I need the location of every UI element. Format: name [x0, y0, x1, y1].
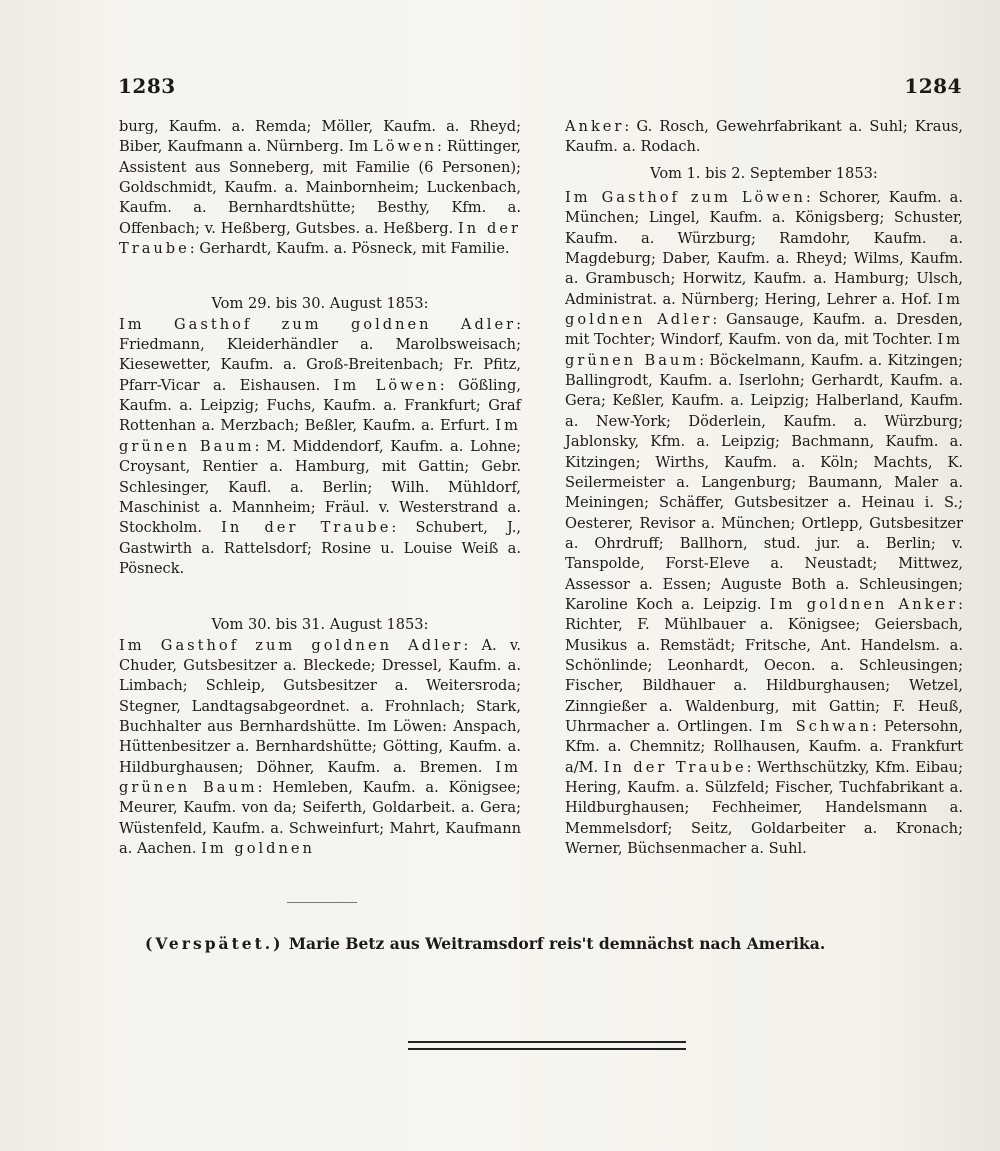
text-run: : M. Middendorf, Kaufm. a. Lohne; Croysant, Rentier a. Hamburg, mit Gattin; Gebr. Schlesinger, Kaufl. a. Berlin; Wilh. Mühldorf, Maschinist a. Mannheim; Fräul. v. Westerstrand a. Stockholm.	[119, 437, 521, 537]
notice-label: (Verspätet.)	[145, 934, 284, 953]
text-run: : Schubert, J., Gastwirth a. Rattelsdorf; Rosine u. Louise Weiß a. Pösneck.	[119, 519, 522, 577]
text-run: : A. v. Chuder, Gutsbesitzer a. Bleckede; Dressel, Kaufm. a. Limbach; Schleip, Gutsbesitzer a. Weitersroda; Stegner, Landtagsabgeordnet. a. Frohnlach; Stark, Buchhalter aus Bernhardshütte. Im Löwen: Anspach, Hüttenbesitzer a. Bernhardshütte; Götting, Kaufm. a. Hildburghausen; Döhner, Kaufm. a. Bremen.	[119, 636, 521, 776]
inn-name: Im Löwen	[333, 376, 440, 394]
inn-name: Anker	[565, 118, 625, 135]
guest-list-paragraph	[119, 117, 521, 259]
guest-list-paragraph	[565, 117, 963, 158]
text-run: : Richter, F. Mühlbauer a. Königsee; Geiersbach, Musikus a. Remstädt; Fritsche, Ant. Handelsm. a. Schönlinde; Leonhardt, Oecon. a. Schleusingen; Fischer, Bildhauer a. Hildburghausen; Wetzel, Zinngießer a. Waldenburg, mit Gattin; F. Heuß, Uhrmacher a. Ortlingen.	[565, 595, 963, 735]
inn-name: Im goldnen Anker	[769, 595, 959, 613]
short-divider	[287, 902, 357, 903]
text-run: burg, Kaufm. a. Remda; Möller, Kaufm. a. Rheyd; Biber, Kaufmann a. Nürnberg. Im	[119, 118, 521, 156]
text-run: : G. Rosch, Gewehrfabrikant a. Suhl; Kraus, Kaufm. a. Rodach.	[565, 118, 963, 156]
inn-name: Im goldnen	[201, 840, 315, 857]
date-heading: Vom 30. bis 31. August 1853:	[211, 616, 429, 634]
guest-list-paragraph	[119, 636, 521, 860]
text-run: : Friedmann, Kleiderhändler a. Marolbsweisach; Kiesewetter, Kaufm. a. Groß-Breitenbach; Fr. Pfitz, Pfarr-Vicar a. Eishausen.	[119, 315, 521, 394]
text-run: : Schorer, Kaufm. a. München; Lingel, Kaufm. a. Königsberg; Schuster, Kaufm. a. Würzburg; Ramdohr, Kaufm. a. Magdeburg; Daber, Kaufm. a. Rheyd; Wilms, Kaufm. a. Grambusch; Horwitz, Kaufm. a. Hamburg; Ulsch, Administrat. a. Nürnberg; Hering, Lehrer a. Hof.	[565, 189, 963, 308]
inn-name: Im Gasthof zum goldnen Adler	[119, 315, 517, 333]
inn-name: In der Traube	[119, 219, 521, 258]
right-column	[565, 117, 963, 859]
text-run: : Hemleben, Kaufm. a. Königsee; Meurer, Kaufm. von da; Seiferth, Goldarbeit. a. Gera; Wüstenfeld, Kaufm. a. Schweinfurt; Mahrt, Kaufmann a. Aachen.	[119, 778, 521, 857]
inn-name: Im grünen Baum	[565, 331, 963, 369]
left-column	[119, 117, 521, 859]
text-run: : Gößling, Kaufm. a. Leipzig; Fuchs, Kaufm. a. Frankfurt; Graf Rottenhan a. Merzbach; Beßler, Kaufm. a. Erfurt.	[119, 376, 521, 435]
late-notice	[145, 934, 965, 953]
inn-name: In der Traube	[603, 758, 747, 776]
text-run: : Rüttinger, Assistent aus Sonneberg, mit Familie (6 Personen); Goldschmidt, Kaufm. a. Mainbornheim; Luckenbach, Kaufm. a. Bernhardtshütte; Besthy, Kfm. a. Offenbach; v. Heßberg, Gutsbes. a. Heßberg.	[119, 138, 521, 237]
date-heading: Vom 1. bis 2. September 1853:	[650, 164, 878, 182]
inn-name: Im Schwan	[759, 717, 872, 735]
inn-name: Im grünen Baum	[119, 417, 521, 455]
inn-name: Im goldnen Adler	[565, 290, 963, 329]
page-number-left: 1283	[118, 74, 176, 98]
text-run: : Böckelmann, Kaufm. a. Kitzingen; Ballingrodt, Kaufm. a. Iserlohn; Gerhardt, Kaufm. a. Gera; Keßler, Kaufm. a. Leipzig; Halberland, Kaufm. a. New-York; Döderlein, Kaufm. a. Würzburg; Jablonsky, Kfm. a. Leipzig; Bachmann, Kaufm. a. Kitzingen; Wirths, Kaufm. a. Köln; Machts, K. Seilermeister a. Langenburg; Baumann, Maler a. Meiningen; Schäffer, Gutsbesitzer a. Heinau i. S.; Oesterer, Revisor a. München; Ortlepp, Gutsbesitzer a. Ohrdruff; Ballhorn, stud. jur. a. Berlin; v. Tanspolde, Forst-Eleve a. Neustadt; Mittwez, Assessor a. Essen; Auguste Both a. Schleusingen; Karoline Koch a. Leipzig.	[565, 351, 963, 613]
text-run: : Gansauge, Kaufm. a. Dresden, mit Tochter; Windorf, Kaufm. von da, mit Tochter.	[565, 311, 963, 349]
inn-name: In der Traube	[221, 519, 392, 537]
text-run: : Petersohn, Kfm. a. Chemnitz; Rollhausen, Kaufm. a. Frankfurt a/M.	[565, 717, 964, 776]
page-number-right: 1284	[904, 74, 962, 98]
double-divider	[408, 1041, 686, 1050]
guest-list-paragraph	[119, 315, 521, 579]
guest-list-paragraph	[565, 188, 963, 859]
date-heading: Vom 29. bis 30. August 1853:	[211, 295, 429, 313]
text-run: : Werthschützky, Kfm. Eibau; Hering, Kaufm. a. Sülzfeld; Fischer, Tuchfabrikant a. Hildburghausen; Fechheimer, Handelsmann a. Memmelsdorf; Seitz, Goldarbeiter a. Kronach; Werner, Büchsenmacher a. Suhl.	[565, 758, 963, 858]
inn-name: Im Gasthof zum goldnen Adler	[119, 636, 464, 654]
inn-name: Im grünen Baum	[119, 758, 521, 796]
inn-name: Im Gasthof zum Löwen	[565, 189, 806, 207]
notice-text: Marie Betz aus Weitramsdorf reis't demnächst nach Amerika.	[283, 934, 826, 953]
inn-name: Löwen	[373, 138, 438, 156]
text-run: : Gerhardt, Kaufm. a. Pösneck, mit Familie.	[189, 240, 510, 258]
